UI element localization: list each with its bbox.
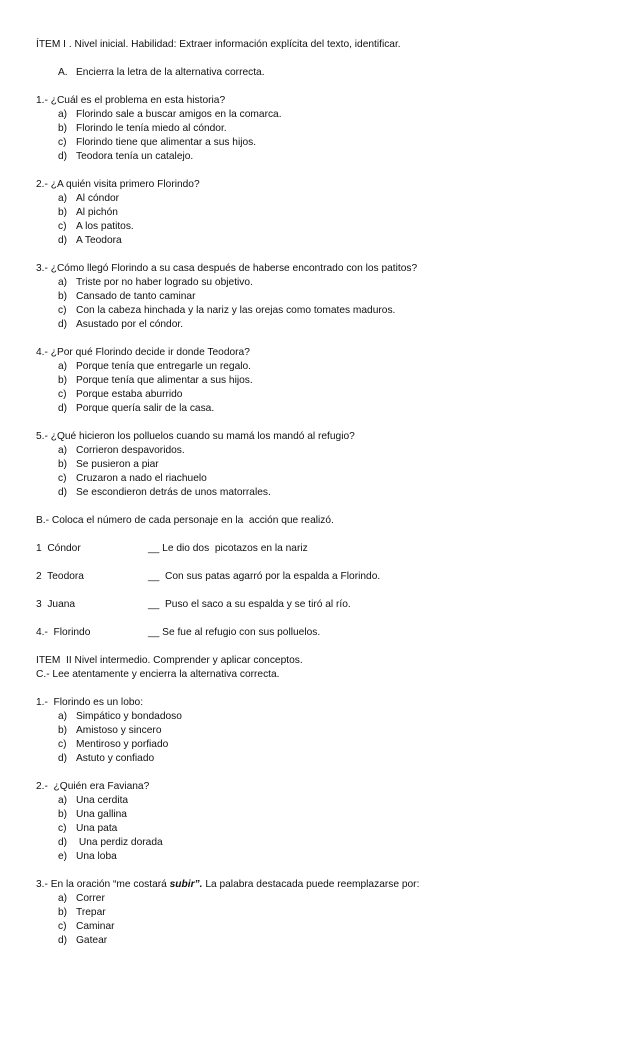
matching-row — [36, 598, 616, 612]
option-letter: b) — [58, 809, 68, 820]
option-text: Mentiroso y porfiado — [76, 739, 169, 750]
question-block — [36, 262, 616, 332]
option-item — [36, 402, 616, 416]
option-item — [36, 724, 616, 738]
option-text: A Teodora — [76, 235, 122, 246]
option-text: Trepar — [76, 907, 106, 918]
option-text: Caminar — [76, 921, 115, 932]
question-text — [36, 878, 616, 892]
option-text: Se escondieron detrás de unos matorrales. — [76, 487, 271, 498]
option-letter: a) — [58, 361, 68, 372]
option-letter: c) — [58, 473, 67, 484]
option-text: Correr — [76, 893, 105, 904]
option-text: Al cóndor — [76, 193, 120, 204]
question-prefix: 3.- En la oración “me costará — [36, 879, 170, 890]
option-item — [36, 836, 616, 850]
question-block — [36, 780, 616, 864]
worksheet — [36, 38, 616, 948]
question-block — [36, 94, 616, 164]
option-letter: b) — [58, 725, 68, 736]
option-item — [36, 206, 616, 220]
character-action: __ Con sus patas agarró por la espalda a Florindo. — [148, 571, 381, 582]
question-text: 3.- ¿Cómo llegó Florindo a su casa después de haberse encontrado con los patitos? — [36, 263, 418, 274]
question-text: 4.- ¿Por qué Florindo decide ir donde Teodora? — [36, 347, 250, 358]
option-item — [36, 318, 616, 332]
option-item — [36, 150, 616, 164]
option-letter: a) — [58, 277, 68, 288]
option-text: Asustado por el cóndor. — [76, 319, 184, 330]
option-item — [36, 738, 616, 752]
option-text: Triste por no haber logrado su objetivo. — [76, 277, 253, 288]
option-item — [36, 360, 616, 374]
option-item — [36, 444, 616, 458]
question-text: 1.- Florindo es un lobo: — [36, 697, 144, 708]
option-text: Teodora tenía un catalejo. — [76, 151, 194, 162]
question-suffix: La palabra destacada puede reemplazarse por: — [202, 879, 420, 890]
option-letter: b) — [58, 207, 68, 218]
option-item — [36, 220, 616, 234]
question-block — [36, 430, 616, 500]
option-item — [36, 808, 616, 822]
option-text: Gatear — [76, 935, 108, 946]
option-text: Amistoso y sincero — [76, 725, 162, 736]
option-item — [36, 850, 616, 864]
option-text: Florindo sale a buscar amigos en la comarca. — [76, 109, 282, 120]
option-item — [36, 122, 616, 136]
option-text: Porque quería salir de la casa. — [76, 403, 215, 414]
question-text: 2.- ¿Quién era Faviana? — [36, 781, 150, 792]
option-text: Una cerdita — [76, 795, 129, 806]
section-a-text: Encierra la letra de la alternativa correcta. — [76, 67, 265, 78]
option-letter: c) — [58, 137, 67, 148]
option-text: Se pusieron a piar — [76, 459, 159, 470]
question-block — [36, 178, 616, 248]
question-block — [36, 696, 616, 766]
question-text: 2.- ¿A quién visita primero Florindo? — [36, 179, 200, 190]
option-letter: d) — [58, 319, 68, 330]
option-item — [36, 486, 616, 500]
option-item — [36, 892, 616, 906]
option-letter: c) — [58, 739, 67, 750]
option-item — [36, 906, 616, 920]
option-letter: d) — [58, 235, 68, 246]
option-item — [36, 822, 616, 836]
option-text: Cruzaron a nado el riachuelo — [76, 473, 207, 484]
option-text: Una pata — [76, 823, 118, 834]
option-letter: b) — [58, 459, 68, 470]
option-letter: a) — [58, 445, 68, 456]
option-letter: c) — [58, 823, 67, 834]
option-item — [36, 920, 616, 934]
option-letter: c) — [58, 221, 67, 232]
section-c-instruction: C.- Lee atentamente y encierra la alternativa correcta. — [36, 669, 280, 680]
option-letter: b) — [58, 123, 68, 134]
item2-header: ITEM II Nivel intermedio. Comprender y aplicar conceptos. — [36, 655, 303, 666]
option-text: Cansado de tanto caminar — [76, 291, 196, 302]
option-text: Una loba — [76, 851, 117, 862]
option-item — [36, 458, 616, 472]
option-text: Corrieron despavoridos. — [76, 445, 185, 456]
option-text: Astuto y confiado — [76, 753, 155, 764]
option-item — [36, 794, 616, 808]
option-text: Florindo le tenía miedo al cóndor. — [76, 123, 227, 134]
option-item — [36, 472, 616, 486]
option-item — [36, 108, 616, 122]
option-text: Una perdiz dorada — [76, 837, 163, 848]
character-name: 1 Cóndor — [36, 543, 81, 554]
option-item — [36, 276, 616, 290]
option-item — [36, 290, 616, 304]
character-name: 2 Teodora — [36, 571, 84, 582]
matching-row — [36, 626, 616, 640]
option-letter: e) — [58, 851, 68, 862]
option-letter: a) — [58, 711, 68, 722]
character-action: __ Se fue al refugio con sus polluelos. — [148, 627, 321, 638]
option-letter: d) — [58, 487, 68, 498]
option-item — [36, 388, 616, 402]
option-letter: b) — [58, 375, 68, 386]
option-letter: c) — [58, 921, 67, 932]
question-text: 1.- ¿Cuál es el problema en esta historia? — [36, 95, 226, 106]
section-a-instruction — [36, 66, 616, 80]
option-letter: d) — [58, 935, 68, 946]
character-action: __ Puso el saco a su espalda y se tiró al río. — [148, 599, 351, 610]
character-action: __ Le dio dos picotazos en la nariz — [148, 543, 308, 554]
option-item — [36, 374, 616, 388]
option-item — [36, 934, 616, 948]
question-block — [36, 878, 616, 948]
question-text: 5.- ¿Qué hicieron los polluelos cuando su mamá los mandó al refugio? — [36, 431, 355, 442]
matching-row — [36, 542, 616, 556]
option-letter: b) — [58, 907, 68, 918]
option-item — [36, 234, 616, 248]
option-letter: a) — [58, 193, 68, 204]
question-block — [36, 346, 616, 416]
option-text: Porque tenía que entregarle un regalo. — [76, 361, 252, 372]
option-item — [36, 710, 616, 724]
option-text: Con la cabeza hinchada y la nariz y las orejas como tomates maduros. — [76, 305, 396, 316]
option-item — [36, 304, 616, 318]
option-letter: b) — [58, 291, 68, 302]
option-letter: a) — [58, 109, 68, 120]
character-name: 3 Juana — [36, 599, 76, 610]
option-letter: d) — [58, 151, 68, 162]
option-item — [36, 752, 616, 766]
item1-header: ÍTEM I . Nivel inicial. Habilidad: Extraer información explícita del texto, identificar. — [36, 39, 401, 50]
option-text: A los patitos. — [76, 221, 134, 232]
option-letter: d) — [58, 753, 68, 764]
character-name: 4.- Florindo — [36, 627, 91, 638]
option-text: Al pichón — [76, 207, 118, 218]
option-letter: d) — [58, 837, 68, 848]
section-b-instruction: B.- Coloca el número de cada personaje en la acción que realizó. — [36, 515, 334, 526]
option-item — [36, 192, 616, 206]
option-text: Florindo tiene que alimentar a sus hijos. — [76, 137, 257, 148]
option-text: Porque tenía que alimentar a sus hijos. — [76, 375, 253, 386]
section-a-letter: A. — [58, 67, 68, 78]
option-text: Porque estaba aburrido — [76, 389, 183, 400]
matching-row — [36, 570, 616, 584]
highlighted-word: subir”. — [169, 879, 203, 890]
option-letter: a) — [58, 893, 68, 904]
option-letter: d) — [58, 403, 68, 414]
option-text: Una gallina — [76, 809, 127, 820]
option-letter: c) — [58, 389, 67, 400]
option-letter: a) — [58, 795, 68, 806]
option-letter: c) — [58, 305, 67, 316]
option-item — [36, 136, 616, 150]
option-text: Simpático y bondadoso — [76, 711, 182, 722]
